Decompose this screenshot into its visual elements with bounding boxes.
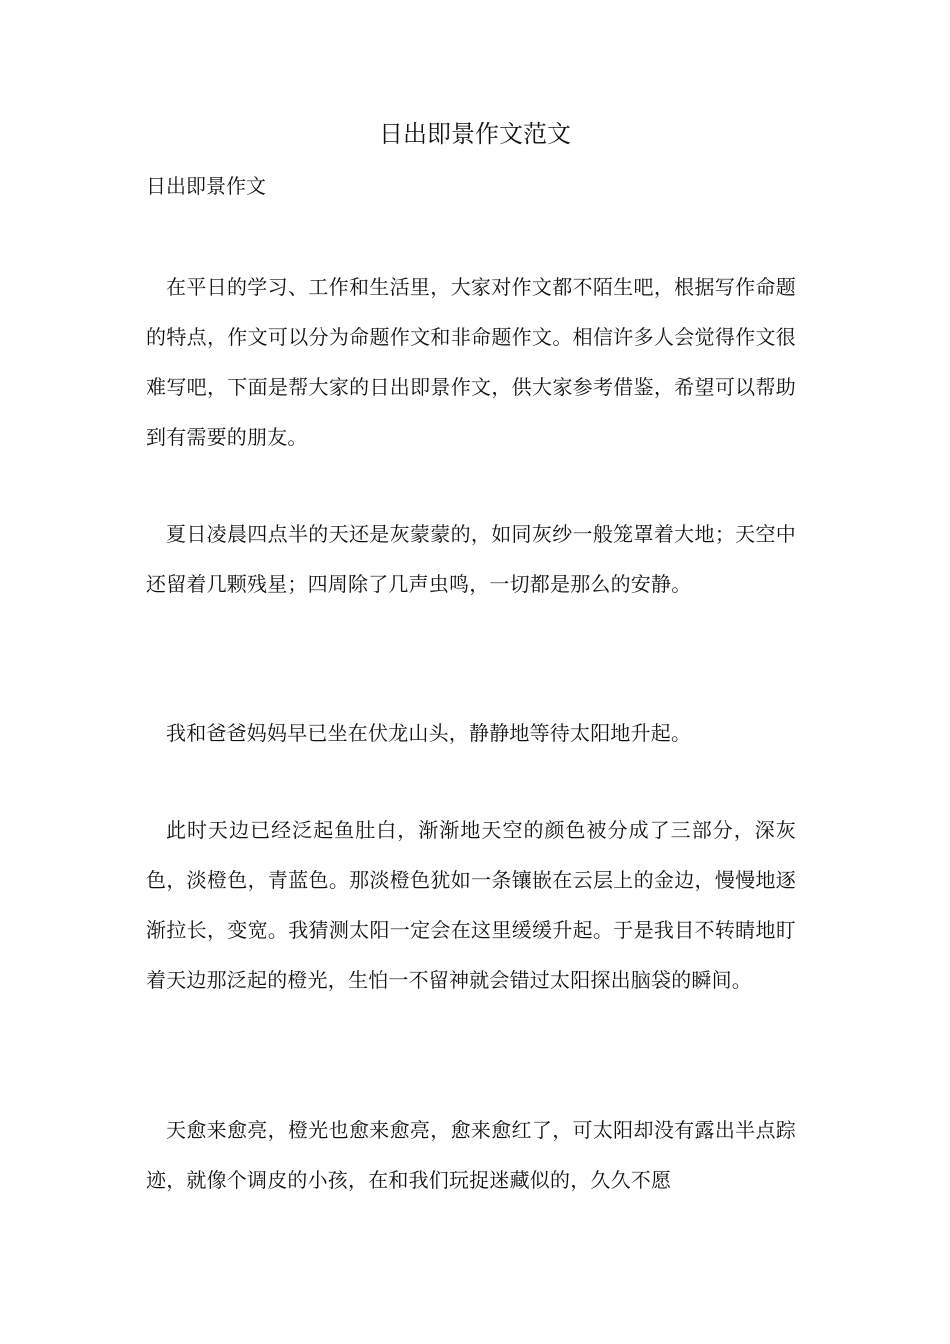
paragraph-sky-colors: 此时天边已经泛起鱼肚白，渐渐地天空的颜色被分成了三部分，深灰色，淡橙色，青蓝色。那淡橙色犹如一条镶嵌在云层上的金边，慢慢地逐渐拉长，变宽。我猜测太阳一定会在这里缓缓升起。于是我目不转睛地盯着天边那泛起的橙光，生怕一不留神就会错过太阳探出脑袋的瞬间。 bbox=[146, 818, 796, 992]
paragraph-waiting: 我和爸爸妈妈早已坐在伏龙山头，静静地等待太阳地升起。 bbox=[166, 721, 692, 745]
paragraph-brightening: 天愈来愈亮，橙光也愈来愈亮，愈来愈红了，可太阳却没有露出半点踪迹，就像个调皮的小孩，在和我们玩捉迷藏似的，久久不愿 bbox=[146, 1118, 796, 1192]
paragraph-intro: 在平日的学习、工作和生活里，大家对作文都不陌生吧，根据写作命题的特点，作文可以分为命题作文和非命题作文。相信许多人会觉得作文很难写吧，下面是帮大家的日出即景作文，供大家参考借鉴，希望可以帮助到有需要的朋友。 bbox=[146, 275, 796, 449]
paragraph-dawn: 夏日凌晨四点半的天还是灰蒙蒙的，如同灰纱一般笼罩着大地；天空中还留着几颗残星；四周除了几声虫鸣，一切都是那么的安静。 bbox=[146, 522, 796, 596]
page-title: 日出即景作文范文 bbox=[379, 120, 571, 148]
document-subtitle: 日出即景作文 bbox=[146, 174, 266, 198]
